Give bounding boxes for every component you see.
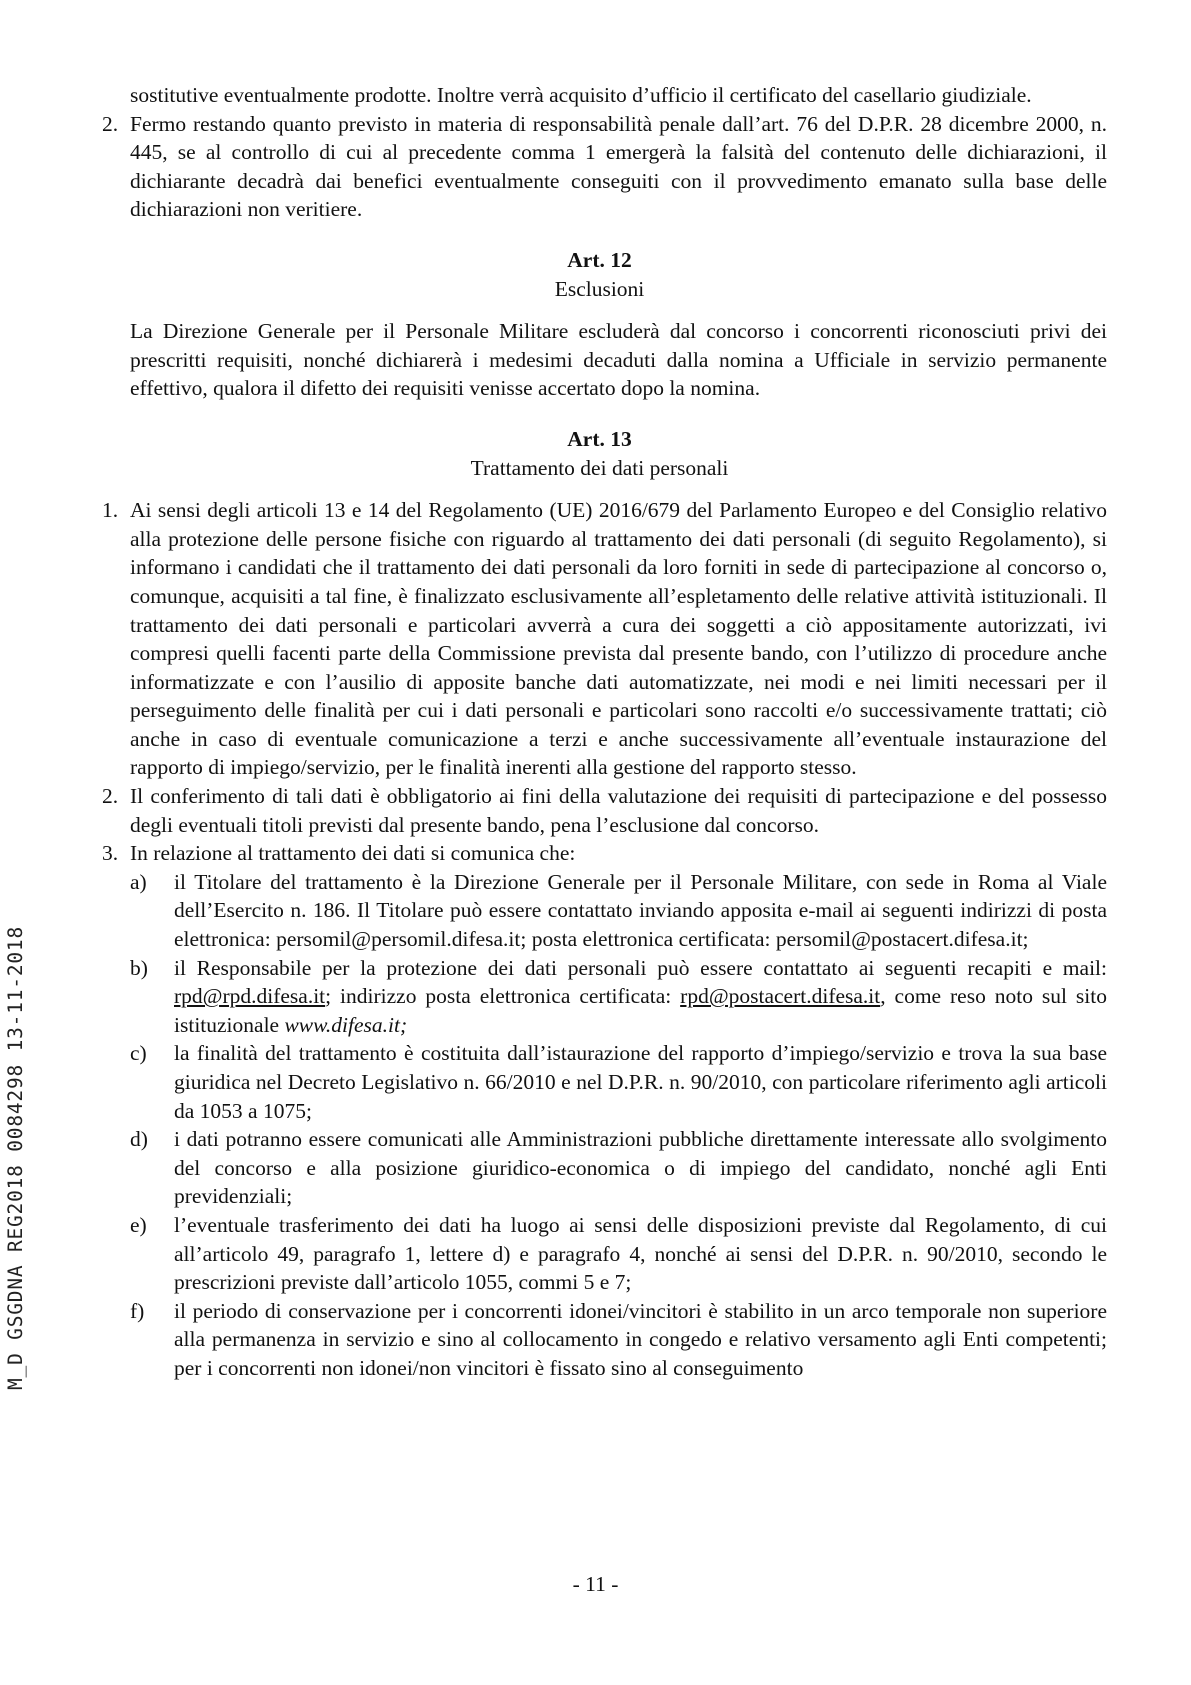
art12-text: La Direzione Generale per il Personale Militare escluderà dal concorso i concorrenti riconosciuti privi dei prescritti requisiti, nonché dichiarerà i medesimi decaduti dalla nomina a Ufficiale in servizio permanente effettivo, qualora il difetto dei requisiti venisse accertato dopo la nomina. [130,319,1107,401]
protocol-stamp: M_D GSGDNA REG2018 0084298 13-11-2018 [4,926,27,1390]
sub-f-label: f) [130,1298,145,1323]
art13-item-3 [92,839,1107,868]
art13-number: Art. 13 [567,426,632,451]
document-page [92,81,1107,1383]
sub-a-label: a) [130,869,147,894]
sub-e-label: e) [130,1212,147,1237]
sub-b-text-2: ; indirizzo posta elettronica certificata: [325,984,681,1009]
rpd-email-link[interactable]: rpd@rpd.difesa.it [174,984,326,1009]
art13-item-1-number: 1. [102,498,119,523]
sub-d-label: d) [130,1127,148,1152]
art13-title: Trattamento dei dati personali [470,455,729,480]
art13-item-1 [92,496,1107,782]
sub-e-text: l’eventuale trasferimento dei dati ha luogo ai sensi delle disposizioni previste dal Regolamento, di cui all’articolo 49, paragrafo 1, lettere d) e paragrafo 4, nonché ai sensi del D.P.R. n. 90/2010, secondo le prescrizioni previste dall’articolo 1055, commi 5 e 7; [174,1212,1107,1295]
art13-sub-f [92,1297,1107,1383]
intro-item-2-number: 2. [102,111,119,136]
art12-number: Art. 12 [567,247,632,272]
art13-sub-a [92,868,1107,954]
art13-item-3-text: In relazione al trattamento dei dati si comunica che: [130,841,576,866]
art13-sub-d [92,1125,1107,1211]
art13-sub-c [92,1039,1107,1125]
sub-f-text: il periodo di conservazione per i concorrenti idonei/vincitori è stabilito in un arco temporale non superiore alla permanenza in servizio e sino al collocamento in congedo e relativo versamento agli Enti competenti; per i concorrenti non idonei/non vincitori è fissato sino al conseguimento [174,1298,1107,1380]
sub-c-label: c) [130,1041,147,1066]
sub-c-text: la finalità del trattamento è costituita dall’istaurazione del rapporto d’impiego/servizio e trova la sua base giuridica nel Decreto Legislativo n. 66/2010 e nel D.P.R. n. 90/2010, con particolare riferimento agli articoli da 1053 a 1075; [174,1041,1107,1123]
difesa-site: www.difesa.it; [284,1012,408,1037]
page-number: - 11 - [572,1572,619,1596]
art13-sub-e [92,1211,1107,1297]
art13-item-2-text: Il conferimento di tali dati è obbligatorio ai fini della valutazione dei requisiti di partecipazione e del possesso degli eventuali titoli previsti dal presente bando, pena l’esclusione dal concorso. [130,784,1107,837]
sub-d-text: i dati potranno essere comunicati alle Amministrazioni pubbliche direttamente interessate allo svolgimento del concorso e alla posizione giuridico-economica o di impiego del candidato, nonché agli Enti previdenziali; [174,1127,1107,1209]
art12-title: Esclusioni [554,276,645,301]
art13-item-1-text: Ai sensi degli articoli 13 e 14 del Regolamento (UE) 2016/679 del Parlamento Europeo e del Consiglio relativo alla protezione delle persone fisiche con riguardo al trattamento dei dati personali (di seguito Regolamento), si informano i candidati che il trattamento dei dati personali da loro forniti in sede di partecipazione al concorso o, comunque, acquisiti a tal fine, è finalizzato esclusivamente all’espletamento delle relative attività istituzionali. Il trattamento dei dati personali e particolari avverrà a cura dei soggetti a ciò appositamente autorizzati, ivi compresi quelli facenti parte della Commissione prevista dal presente bando, con l’utilizzo di procedure anche informatizzate e con l’ausilio di apposite banche dati automatizzate, nei modi e nei limiti necessari per il perseguimento delle finalità per cui i dati personali e particolari sono raccolti e/o successivamente trattati; ciò anche in caso di eventuale comunicazione a terzi e anche successivamente all’eventuale instaurazione del rapporto di impiego/servizio, per le finalità inerenti alla gestione del rapporto stesso. [130,498,1107,780]
intro-item-2 [92,110,1107,224]
sub-b-text-1: il Responsabile per la protezione dei dati personali può essere contattato ai seguenti recapiti e mail: [174,955,1107,980]
art13-list [92,496,1107,1382]
art13-item-2-number: 2. [102,784,119,809]
sub-a-text: il Titolare del trattamento è la Direzione Generale per il Personale Militare, con sede in Roma al Viale dell’Esercito n. 186. Il Titolare può essere contattato inviando apposita e-mail ai seguenti indirizzi di posta elettronica: persomil@persomil.difesa.it; posta elettronica certificata: persomil@postacert.difesa.it; [174,869,1107,952]
sub-b-label: b) [130,955,148,980]
intro-continuation: sostitutive eventualmente prodotte. Inoltre verrà acquisito d’ufficio il certificato del casellario giudiziale. [130,83,1032,107]
art13-item-3-number: 3. [102,841,119,866]
art13-sub-b [92,954,1107,1040]
rpd-pec-link[interactable]: rpd@postacert.difesa.it [680,984,881,1009]
sub-b-text-3: , come reso noto sul sito istituzionale [174,984,1107,1037]
art13-item-2 [92,782,1107,839]
intro-item-2-text: Fermo restando quanto previsto in materia di responsabilità penale dall’art. 76 del D.P.R. 28 dicembre 2000, n. 445, se al controllo di cui al precedente comma 1 emergerà la falsità del contenuto delle dichiarazioni, il dichiarante decadrà dai benefici eventualmente conseguiti con il provvedimento emanato sulla base delle dichiarazioni non veritiere. [130,111,1107,222]
